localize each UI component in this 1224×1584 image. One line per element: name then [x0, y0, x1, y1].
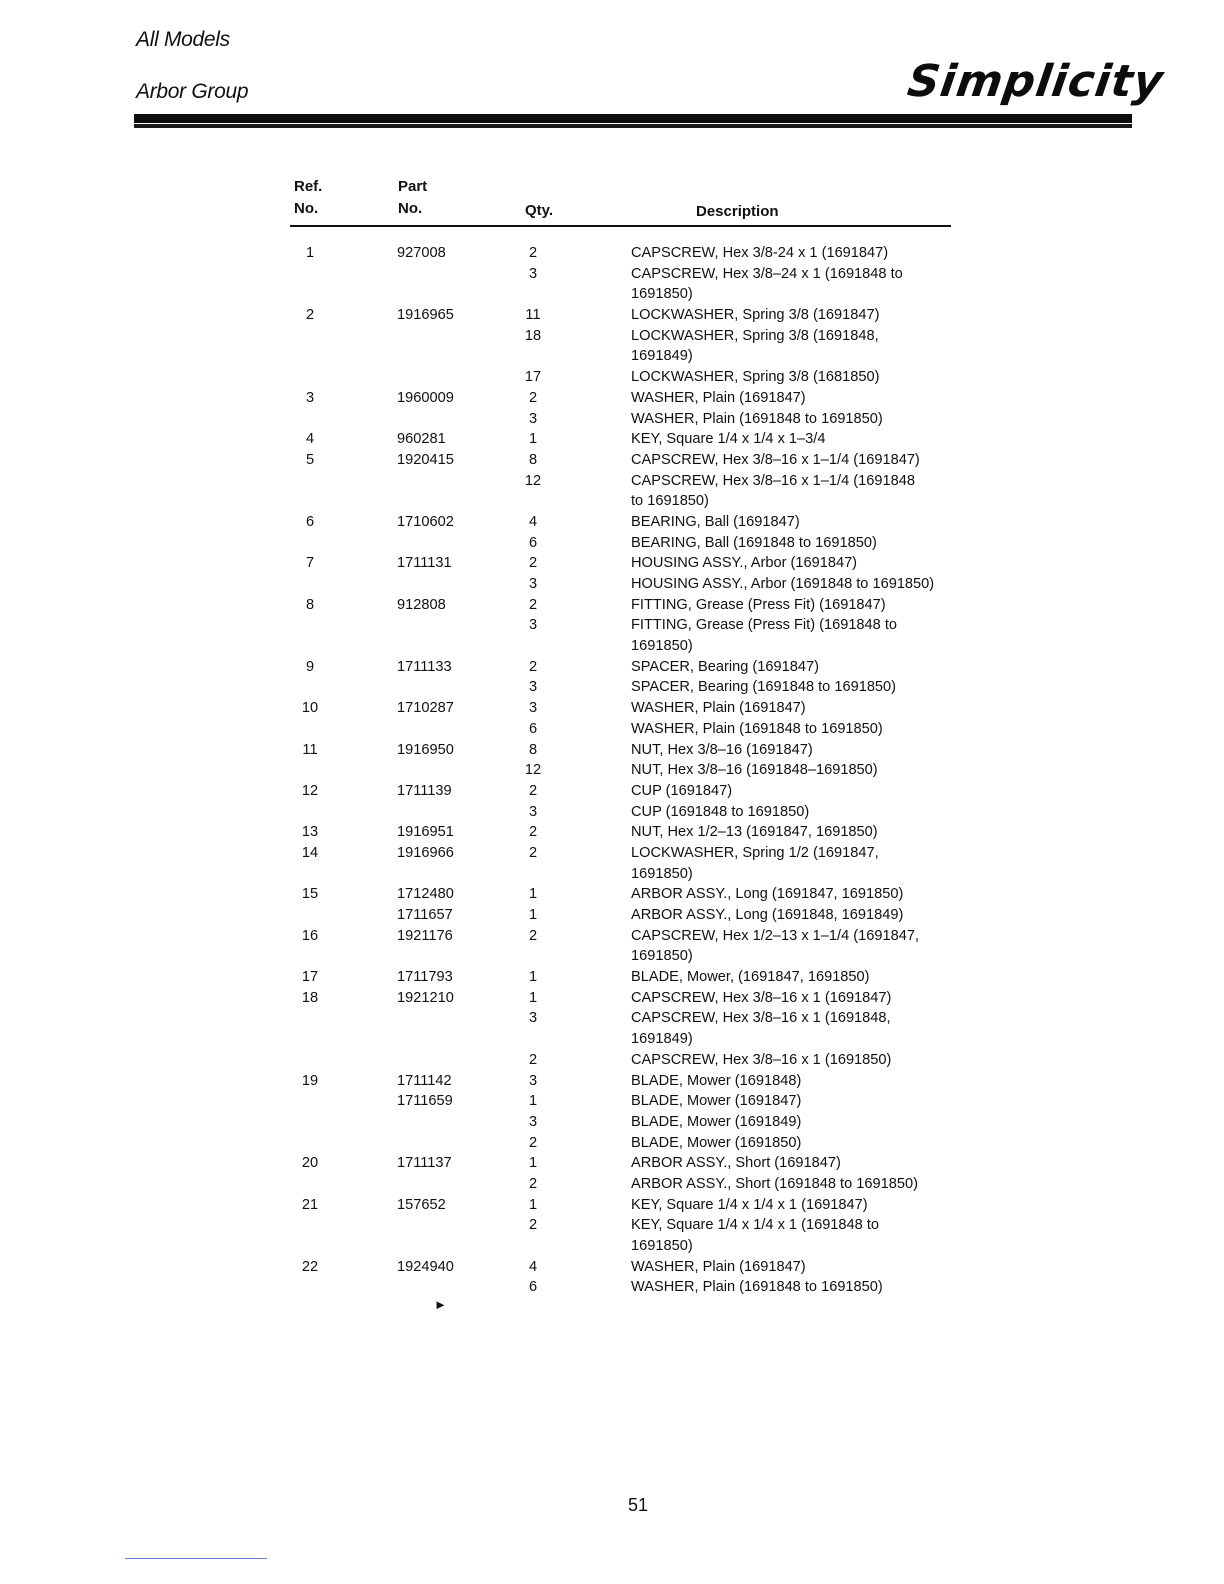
- description-cell: to 1691850): [631, 493, 709, 510]
- description-cell: 1691850): [631, 1238, 693, 1254]
- description-cell: 1691850): [631, 638, 693, 655]
- ref-no-cell: 16: [301, 927, 319, 944]
- table-row: [0, 1133, 1224, 1154]
- table-row: [0, 988, 1224, 1009]
- ref-no-cell: 3: [305, 389, 315, 406]
- table-row: [0, 326, 1224, 347]
- qty-cell: 2: [528, 1175, 538, 1192]
- table-row: [0, 512, 1224, 533]
- table-row: [0, 926, 1224, 947]
- ref-no-cell: 13: [301, 824, 319, 841]
- description-cell: WASHER, Plain (1691847): [631, 1258, 806, 1275]
- description-cell: KEY, Square 1/4 x 1/4 x 1 (1691847): [631, 1196, 868, 1213]
- description-cell: KEY, Square 1/4 x 1/4 x 1–3/4: [631, 431, 826, 448]
- table-row: [0, 264, 1224, 285]
- table-row: [0, 595, 1224, 616]
- part-no-cell: 1921176: [397, 927, 453, 944]
- part-no-cell: 1921210: [397, 989, 454, 1006]
- ref-header-line2: No.: [294, 200, 319, 217]
- qty-cell: 3: [528, 679, 538, 696]
- ref-no-cell: 4: [305, 431, 315, 448]
- table-row: [0, 553, 1224, 574]
- description-cell: KEY, Square 1/4 x 1/4 x 1 (1691848 to: [631, 1217, 880, 1234]
- header-rule-thin: [134, 124, 1132, 128]
- table-row: [0, 1112, 1224, 1133]
- table-row: [0, 346, 1224, 367]
- ref-header-line1: Ref.: [294, 178, 323, 195]
- qty-cell: 1: [528, 1093, 538, 1110]
- table-row: [0, 677, 1224, 698]
- part-no-cell: 1710287: [397, 700, 454, 717]
- description-cell: LOCKWASHER, Spring 1/2 (1691847,: [631, 844, 879, 861]
- part-no-cell: 1711793: [397, 969, 453, 986]
- description-cell: CAPSCREW, Hex 3/8–16 x 1 (1691848,: [631, 1010, 891, 1027]
- description-cell: WASHER, Plain (1691847): [631, 700, 806, 717]
- description-header: Description: [696, 203, 779, 220]
- qty-cell: 8: [528, 741, 538, 758]
- table-row: [0, 1236, 1224, 1257]
- qty-cell: 2: [528, 824, 538, 841]
- qty-cell: 12: [524, 472, 542, 489]
- table-row: [0, 491, 1224, 512]
- part-no-cell: 1916951: [397, 824, 454, 841]
- table-row: [0, 760, 1224, 781]
- models-label: All Models: [136, 28, 230, 51]
- part-no-cell: 1712480: [397, 886, 454, 903]
- part-no-cell: 1960009: [397, 389, 454, 406]
- part-no-cell: 157652: [397, 1196, 446, 1213]
- ref-no-cell: 22: [301, 1258, 319, 1275]
- part-no-cell: 1711659: [397, 1093, 453, 1110]
- qty-cell: 2: [528, 1051, 538, 1068]
- table-row: [0, 305, 1224, 326]
- qty-cell: 11: [525, 307, 541, 324]
- part-no-cell: 1710602: [397, 513, 454, 530]
- description-cell: 1691850): [631, 948, 693, 965]
- table-row: [0, 636, 1224, 657]
- qty-cell: 2: [528, 782, 538, 799]
- part-no-cell: 1920415: [397, 451, 454, 468]
- description-cell: CUP (1691847): [631, 782, 733, 799]
- qty-cell: 8: [528, 451, 538, 468]
- table-row: [0, 533, 1224, 554]
- qty-cell: 1: [528, 886, 538, 903]
- ref-no-cell: 9: [305, 658, 315, 675]
- table-row: [0, 1174, 1224, 1195]
- qty-cell: 2: [528, 245, 538, 261]
- ref-no-cell: 11: [302, 741, 318, 758]
- ref-no-cell: 2: [305, 307, 315, 324]
- qty-cell: 6: [528, 1279, 538, 1296]
- description-cell: BLADE, Mower (1691848): [631, 1072, 802, 1089]
- description-cell: WASHER, Plain (1691848 to 1691850): [631, 410, 883, 427]
- description-cell: ARBOR ASSY., Short (1691848 to 1691850): [631, 1175, 918, 1192]
- table-row: [0, 615, 1224, 636]
- table-row: [0, 781, 1224, 802]
- table-row: [0, 1195, 1224, 1216]
- qty-cell: 2: [528, 844, 538, 861]
- table-header-rule: [290, 225, 951, 227]
- description-cell: HOUSING ASSY., Arbor (1691847): [631, 555, 858, 572]
- table-row: [0, 740, 1224, 761]
- qty-cell: 17: [524, 369, 542, 386]
- qty-cell: 3: [528, 410, 538, 427]
- part-no-cell: 1711137: [397, 1155, 452, 1172]
- description-cell: LOCKWASHER, Spring 3/8 (1691848,: [631, 327, 879, 344]
- description-cell: NUT, Hex 3/8–16 (1691847): [631, 741, 813, 758]
- description-cell: 1691850): [631, 865, 693, 882]
- description-cell: HOUSING ASSY., Arbor (1691848 to 1691850): [631, 576, 935, 592]
- description-cell: LOCKWASHER, Spring 3/8 (1691847): [631, 307, 880, 324]
- description-cell: FITTING, Grease (Press Fit) (1691847): [631, 596, 886, 613]
- table-row: [0, 409, 1224, 430]
- part-no-cell: 1711131: [397, 555, 452, 572]
- description-cell: CAPSCREW, Hex 3/8–16 x 1 (1691850): [631, 1051, 892, 1068]
- qty-cell: 3: [528, 1010, 538, 1027]
- table-row: [0, 367, 1224, 388]
- table-row: [0, 1008, 1224, 1029]
- table-row: [0, 1257, 1224, 1278]
- description-cell: BLADE, Mower (1691849): [631, 1113, 802, 1130]
- footer-rule: [125, 1558, 267, 1559]
- table-row: [0, 864, 1224, 885]
- description-cell: SPACER, Bearing (1691847): [631, 658, 819, 675]
- description-cell: WASHER, Plain (1691847): [631, 389, 806, 406]
- description-cell: WASHER, Plain (1691848 to 1691850): [631, 1279, 883, 1296]
- description-cell: CAPSCREW, Hex 3/8–16 x 1–1/4 (1691847): [631, 451, 920, 468]
- qty-cell: 2: [528, 927, 538, 944]
- table-row: [0, 967, 1224, 988]
- table-row: [0, 1050, 1224, 1071]
- table-row: [0, 843, 1224, 864]
- ref-no-cell: 6: [305, 513, 315, 530]
- table-row: [0, 1215, 1224, 1236]
- table-row: [0, 1091, 1224, 1112]
- qty-cell: 4: [528, 513, 538, 530]
- ref-no-cell: 5: [305, 451, 315, 468]
- part-no-cell: 912808: [397, 596, 446, 613]
- description-cell: CAPSCREW, Hex 3/8–24 x 1 (1691848 to: [631, 265, 903, 282]
- description-cell: NUT, Hex 1/2–13 (1691847, 1691850): [631, 824, 878, 841]
- ref-no-cell: 12: [301, 782, 319, 799]
- part-no-cell: 1916966: [397, 844, 454, 861]
- qty-cell: 3: [528, 617, 538, 634]
- table-row: [0, 802, 1224, 823]
- ref-no-cell: 10: [301, 700, 319, 717]
- table-row: [0, 574, 1224, 595]
- description-cell: NUT, Hex 3/8–16 (1691848–1691850): [631, 762, 878, 779]
- description-cell: CAPSCREW, Hex 3/8–16 x 1–1/4 (1691848: [631, 472, 915, 489]
- table-row: [0, 429, 1224, 450]
- qty-cell: 2: [528, 596, 538, 613]
- part-no-cell: 1924940: [397, 1258, 454, 1275]
- part-no-cell: 1711657: [397, 907, 453, 923]
- part-no-cell: 1711139: [397, 782, 452, 799]
- description-cell: LOCKWASHER, Spring 3/8 (1681850): [631, 369, 880, 386]
- description-cell: ARBOR ASSY., Short (1691847): [631, 1155, 841, 1172]
- description-cell: CAPSCREW, Hex 3/8-24 x 1 (1691847): [631, 245, 889, 261]
- ref-no-cell: 8: [305, 596, 315, 613]
- table-row: [0, 719, 1224, 740]
- arrow-mark-icon: ►: [434, 1297, 447, 1312]
- table-row: [0, 1029, 1224, 1050]
- table-row: [0, 1153, 1224, 1174]
- description-cell: BLADE, Mower (1691850): [631, 1134, 802, 1151]
- qty-cell: 2: [528, 1217, 538, 1234]
- ref-no-cell: 15: [301, 886, 319, 903]
- table-row: [0, 388, 1224, 409]
- qty-header: Qty.: [525, 202, 554, 219]
- description-cell: BEARING, Ball (1691847): [631, 513, 800, 530]
- parts-table-body: [0, 243, 1224, 1298]
- brand-logo: Simplicity: [904, 56, 1167, 107]
- part-no-cell: 1711142: [397, 1072, 452, 1089]
- qty-cell: 1: [528, 907, 538, 923]
- part-no-cell: 960281: [397, 431, 446, 448]
- description-cell: BEARING, Ball (1691848 to 1691850): [631, 534, 877, 551]
- table-row: [0, 905, 1224, 926]
- description-cell: 1691849): [631, 348, 693, 365]
- qty-cell: 12: [524, 762, 542, 779]
- qty-cell: 3: [528, 265, 538, 282]
- part-no-cell: 1711133: [397, 658, 452, 675]
- table-row: [0, 284, 1224, 305]
- qty-cell: 1: [528, 989, 538, 1006]
- table-row: [0, 698, 1224, 719]
- table-row: [0, 1277, 1224, 1298]
- qty-cell: 3: [528, 576, 538, 592]
- table-row: [0, 657, 1224, 678]
- qty-cell: 2: [528, 389, 538, 406]
- table-row: [0, 1071, 1224, 1092]
- ref-no-cell: 21: [301, 1196, 319, 1213]
- ref-no-cell: 17: [301, 969, 319, 986]
- qty-cell: 2: [528, 1134, 538, 1151]
- description-cell: WASHER, Plain (1691848 to 1691850): [631, 720, 883, 737]
- ref-no-cell: 19: [301, 1072, 319, 1089]
- qty-cell: 1: [528, 431, 538, 448]
- ref-no-cell: 18: [301, 989, 319, 1006]
- qty-cell: 3: [528, 1113, 538, 1130]
- page-number: 51: [627, 1495, 649, 1515]
- description-cell: 1691849): [631, 1031, 693, 1048]
- group-label: Arbor Group: [136, 80, 249, 103]
- description-cell: ARBOR ASSY., Long (1691848, 1691849): [631, 907, 904, 923]
- description-cell: BLADE, Mower, (1691847, 1691850): [631, 969, 870, 986]
- part-no-cell: 1916950: [397, 741, 454, 758]
- description-cell: SPACER, Bearing (1691848 to 1691850): [631, 679, 897, 696]
- description-cell: BLADE, Mower (1691847): [631, 1093, 802, 1110]
- ref-no-cell: 20: [301, 1155, 319, 1172]
- qty-cell: 18: [524, 327, 542, 344]
- qty-cell: 2: [528, 555, 538, 572]
- qty-cell: 1: [528, 1155, 538, 1172]
- header-rule: [134, 114, 1132, 123]
- table-row: [0, 822, 1224, 843]
- description-cell: CUP (1691848 to 1691850): [631, 803, 810, 820]
- qty-cell: 6: [528, 720, 538, 737]
- qty-cell: 6: [528, 534, 538, 551]
- part-header-line2: No.: [398, 200, 423, 217]
- part-header-line1: Part: [398, 178, 428, 195]
- table-row: [0, 946, 1224, 967]
- qty-cell: 4: [528, 1258, 538, 1275]
- ref-no-cell: 7: [305, 555, 315, 572]
- description-cell: CAPSCREW, Hex 3/8–16 x 1 (1691847): [631, 989, 892, 1006]
- description-cell: FITTING, Grease (Press Fit) (1691848 to: [631, 617, 898, 634]
- qty-cell: 3: [528, 803, 538, 820]
- qty-cell: 2: [528, 658, 538, 675]
- table-row: [0, 471, 1224, 492]
- description-cell: CAPSCREW, Hex 1/2–13 x 1–1/4 (1691847,: [631, 927, 919, 944]
- qty-cell: 1: [528, 969, 538, 986]
- description-cell: ARBOR ASSY., Long (1691847, 1691850): [631, 886, 904, 903]
- qty-cell: 3: [528, 700, 538, 717]
- part-no-cell: 1916965: [397, 307, 454, 324]
- part-no-cell: 927008: [397, 245, 446, 261]
- ref-no-cell: 14: [301, 844, 319, 861]
- qty-cell: 1: [528, 1196, 538, 1213]
- table-row: [0, 450, 1224, 471]
- table-row: [0, 243, 1224, 264]
- qty-cell: 3: [528, 1072, 538, 1089]
- table-row: [0, 884, 1224, 905]
- description-cell: 1691850): [631, 286, 693, 303]
- ref-no-cell: 1: [305, 245, 315, 261]
